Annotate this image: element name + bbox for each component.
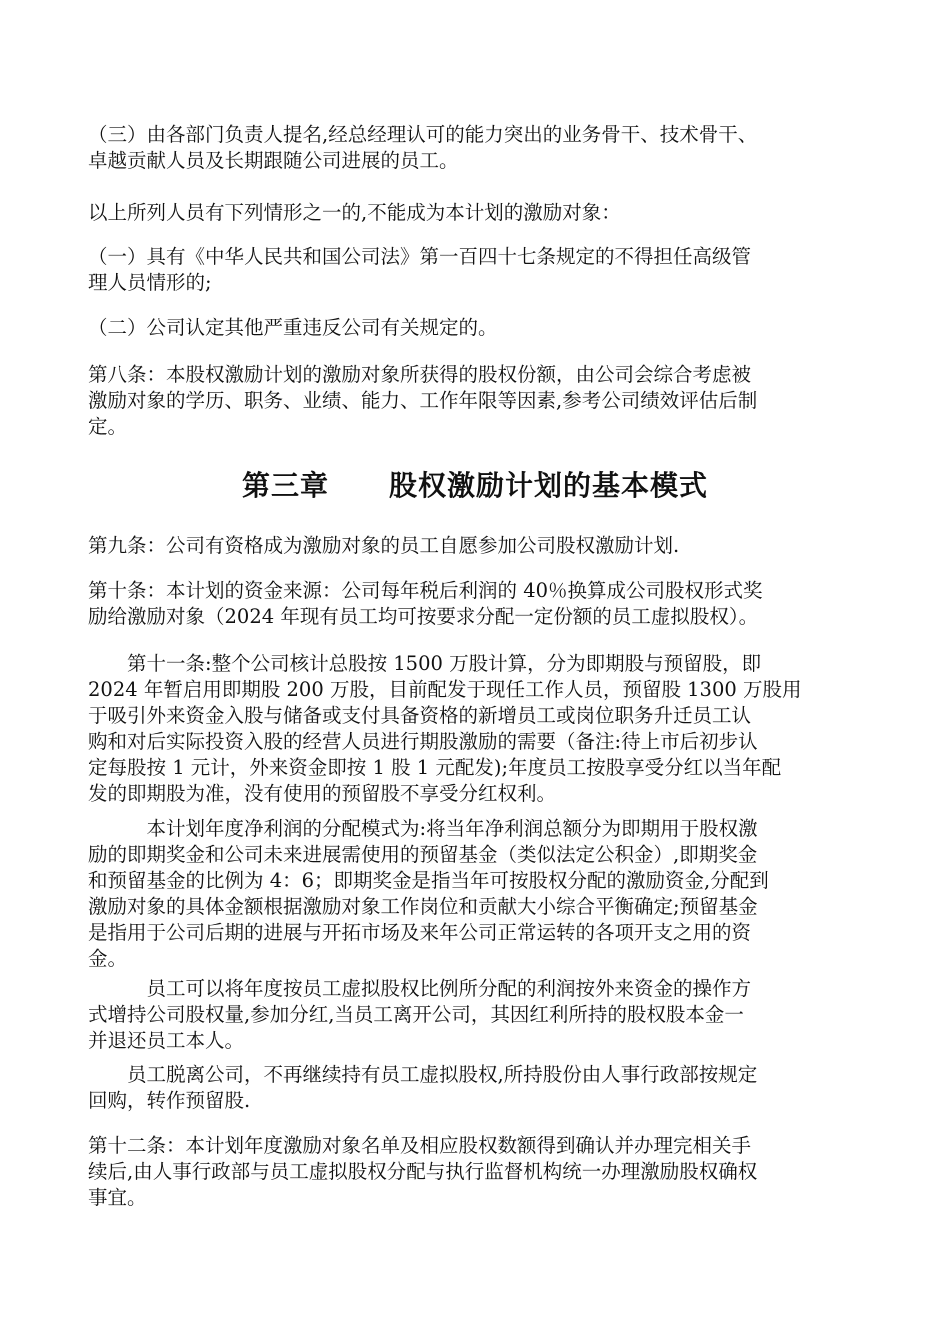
paragraph-profit-distribution <box>88 816 866 972</box>
chapter-number: 第三章 <box>241 469 329 502</box>
text-line: 是指用于公司后期的进展与开拓市场及来年公司正常运转的各项开支之用的资 <box>88 921 752 944</box>
text-line: 定。 <box>88 415 128 438</box>
paragraph-employee-reinvest <box>88 976 866 1054</box>
text-line: 2024 年暂启用即期股 200 万股，目前配发于现任工作人员，预留股 1300 万股用 <box>88 678 802 701</box>
chapter-heading <box>0 468 950 504</box>
text-line: 并退还员工本人。 <box>88 1029 245 1052</box>
text-line: 第十一条:整个公司核计总股按 1500 万股计算，分为即期股与预留股，即 <box>88 652 762 675</box>
text-line: 金。 <box>88 947 128 970</box>
text-line: 励的即期奖金和公司未来进展需使用的预留基金（类似法定公积金）,即期奖金 <box>88 843 758 866</box>
text-line: 定每股按 1 元计，外来资金即按 1 股 1 元配发);年度员工按股享受分红以当年配 <box>88 756 782 779</box>
paragraph-selection-criteria-3 <box>88 122 866 174</box>
text-line: 和预留基金的比例为 4：6；即期奖金是指当年可按股权分配的激励资金,分配到 <box>88 869 769 892</box>
text-line: 回购，转作预留股. <box>88 1089 251 1112</box>
text-line: 第十二条：本计划年度激励对象名单及相应股权数额得到确认并办理完相关手 <box>88 1134 752 1157</box>
text-line: 购和对后实际投资入股的经营人员进行期股激励的需要（备注:待上市后初步认 <box>88 730 758 753</box>
paragraph-article-10 <box>88 578 866 630</box>
text-line: 于吸引外来资金入股与储备或支付具备资格的新增员工或岗位职务升迁员工认 <box>88 704 752 727</box>
paragraph-article-11 <box>88 651 866 807</box>
paragraph-article-12 <box>88 1133 866 1211</box>
text-line: 以上所列人员有下列情形之一的,不能成为本计划的激励对象： <box>88 201 621 224</box>
text-line: 员工可以将年度按员工虚拟股权比例所分配的利润按外来资金的操作方 <box>88 977 752 1000</box>
text-line: 续后,由人事行政部与员工虚拟股权分配与执行监督机构统一办理激励股权确权 <box>88 1160 758 1183</box>
text-line: 激励对象的学历、职务、业绩、能力、工作年限等因素,参考公司绩效评估后制 <box>88 389 758 412</box>
chapter-title: 股权激励计划的基本模式 <box>389 469 709 502</box>
text-line: 第十条：本计划的资金来源：公司每年税后利润的 40％换算成公司股权形式奖 <box>88 579 763 602</box>
paragraph-article-8 <box>88 362 866 440</box>
paragraph-employee-departure <box>88 1062 866 1114</box>
paragraph-exclusion-intro <box>88 200 866 226</box>
paragraph-exclusion-1 <box>88 244 866 296</box>
text-line: 第八条：本股权激励计划的激励对象所获得的股权份额，由公司会综合考虑被 <box>88 363 752 386</box>
text-line: 本计划年度净利润的分配模式为:将当年净利润总额分为即期用于股权激 <box>88 817 758 840</box>
text-line: 员工脱离公司，不再继续持有员工虚拟股权,所持股份由人事行政部按规定 <box>88 1063 758 1086</box>
text-line: 发的即期股为准，没有使用的预留股不享受分红权利。 <box>88 782 557 805</box>
text-line: 理人员情形的; <box>88 271 212 294</box>
paragraph-article-9 <box>88 533 866 559</box>
text-line: 激励对象的具体金额根据激励对象工作岗位和贡献大小综合平衡确定;预留基金 <box>88 895 758 918</box>
text-line: （二）公司认定其他严重违反公司有关规定的。 <box>88 316 498 339</box>
text-line: （三）由各部门负责人提名,经总经理认可的能力突出的业务骨干、技术骨干、 <box>88 123 758 146</box>
text-line: 第九条：公司有资格成为激励对象的员工自愿参加公司股权激励计划. <box>88 534 680 557</box>
text-line: （一）具有《中华人民共和国公司法》第一百四十七条规定的不得担任高级管 <box>88 245 752 268</box>
text-line: 事宜。 <box>88 1186 147 1209</box>
text-line: 励给激励对象（2024 年现有员工均可按要求分配一定份额的员工虚拟股权）。 <box>88 605 759 628</box>
text-line: 卓越贡献人员及长期跟随公司进展的员工。 <box>88 149 459 172</box>
paragraph-exclusion-2 <box>88 315 866 341</box>
text-line: 式增持公司股权量,参加分红,当员工离开公司，其因红利所持的股权股本金一 <box>88 1003 744 1026</box>
